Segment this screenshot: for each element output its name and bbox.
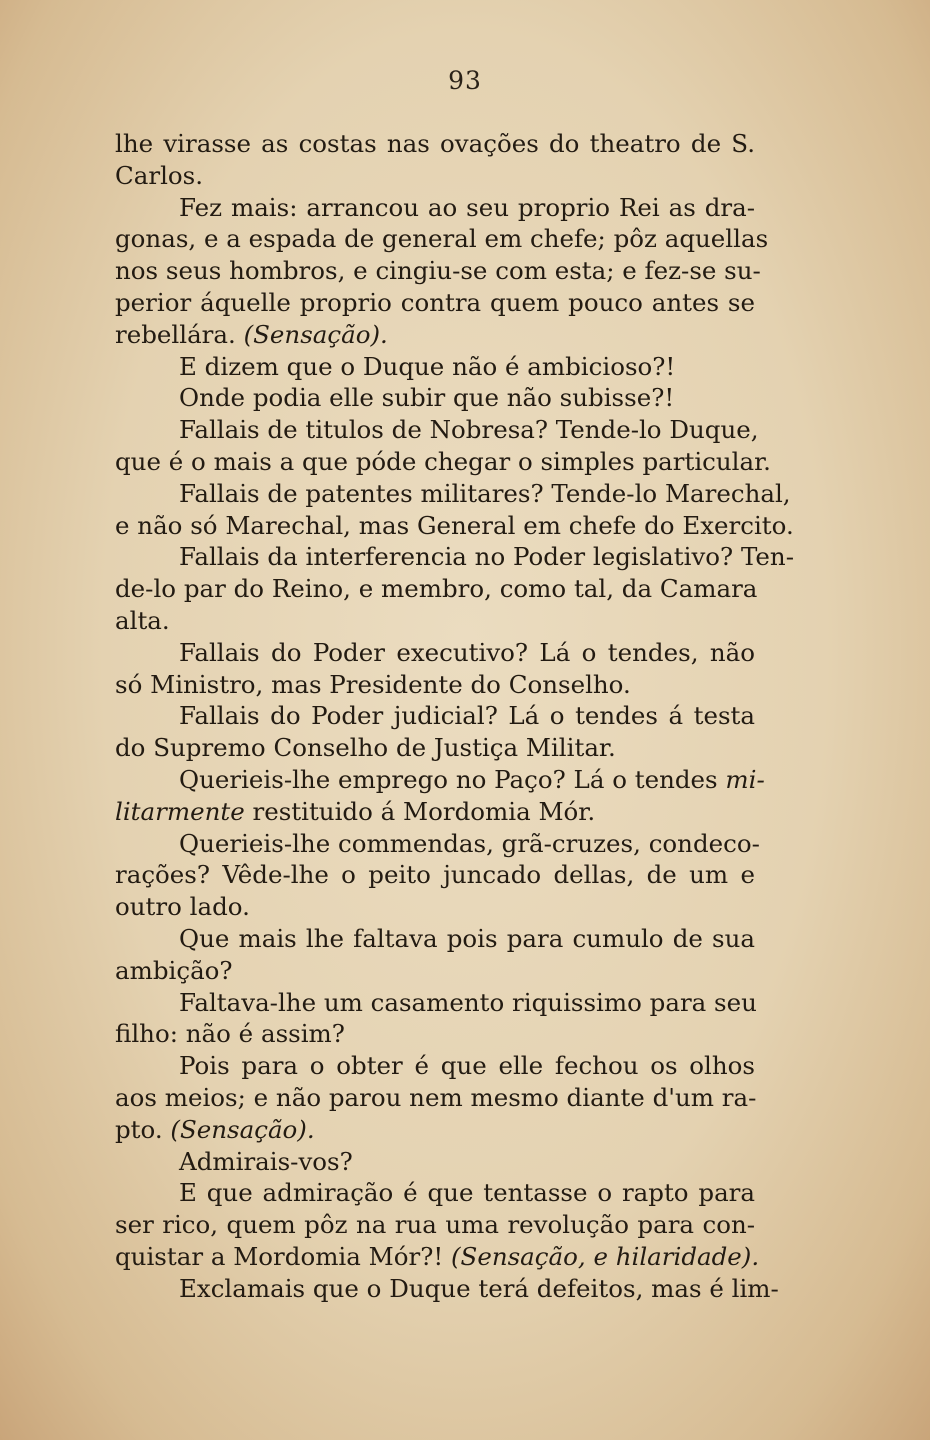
line-text: Que mais lhe faltava pois para cumulo de sua — [179, 923, 755, 953]
text-line — [115, 1209, 755, 1241]
text-line — [115, 478, 791, 510]
text-line — [115, 859, 755, 891]
text-line — [115, 1114, 755, 1146]
line-text: só Ministro, mas Presidente do Conselho. — [115, 669, 631, 699]
line-text: que é o mais a que póde chegar o simples particular. — [115, 446, 771, 476]
text-line — [115, 287, 755, 319]
line-text: rebellára. — [115, 319, 236, 349]
line-text: Carlos. — [115, 160, 204, 190]
line-text: E que admiração é que tentasse o rapto para — [179, 1178, 755, 1208]
italic-text: (Sensação). — [162, 1114, 315, 1144]
italic-text: mi- — [717, 764, 765, 794]
text-line — [115, 1018, 755, 1050]
text-line — [115, 700, 755, 732]
line-text: Pois para o obter é que elle fechou os olhos — [179, 1051, 755, 1081]
line-text: Fallais do Poder executivo? Lá o tendes, não — [179, 637, 755, 667]
line-text: Fallais de patentes militares? Tende-lo Marechal, — [179, 478, 791, 508]
italic-text: (Sensação, e hilaridade). — [443, 1241, 760, 1271]
line-text: lhe virasse as costas nas ovações do theatro de S. — [115, 129, 755, 158]
text-line — [115, 223, 769, 255]
text-line — [115, 128, 755, 160]
line-text: Admirais-vos? — [179, 1146, 353, 1176]
line-text: Fallais do Poder judicial? Lá o tendes á testa — [179, 701, 755, 731]
text-line — [115, 1082, 755, 1114]
line-text: Fallais da interferencia no Poder legislativo? Ten- — [179, 542, 794, 572]
text-line — [115, 1050, 755, 1082]
text-line — [115, 160, 755, 192]
line-text: Onde podia elle subir que não subisse?! — [179, 383, 675, 413]
text-line — [115, 446, 771, 478]
page-number: 93 — [448, 66, 482, 95]
text-line — [115, 414, 759, 446]
line-text: ambição? — [115, 955, 233, 985]
line-text: filho: não é assim? — [115, 1019, 345, 1049]
line-text: outro lado. — [115, 892, 250, 922]
text-line — [115, 1177, 755, 1209]
line-text: quistar a Mordomia Mór?! — [115, 1241, 444, 1271]
text-line — [115, 732, 755, 764]
text-line — [115, 891, 755, 923]
text-line — [115, 828, 760, 860]
text-line — [115, 541, 794, 573]
text-line — [115, 351, 755, 383]
line-text: e não só Marechal, mas General em chefe do Exercito. — [115, 510, 794, 540]
line-text: gonas, e a espada de general em chefe; pôz aquellas — [115, 224, 769, 254]
text-line — [115, 796, 755, 828]
text-line — [115, 319, 755, 351]
text-line — [115, 923, 755, 955]
text-line — [115, 1146, 755, 1178]
text-line — [115, 573, 758, 605]
text-line — [115, 955, 755, 987]
line-text: perior áquelle proprio contra quem pouco antes se — [115, 287, 755, 317]
line-text: rações? Vêde-lhe o peito juncado dellas, de um e — [115, 860, 755, 890]
line-text: Fez mais: arrancou ao seu proprio Rei as dra- — [179, 192, 755, 222]
text-line — [115, 637, 755, 669]
text-line — [115, 192, 755, 224]
body-text — [115, 128, 794, 1304]
line-text: ser rico, quem pôz na rua uma revolução para con- — [115, 1210, 755, 1240]
line-text: pto. — [115, 1114, 163, 1144]
line-text: alta. — [115, 605, 170, 635]
text-line — [115, 669, 755, 701]
text-line — [115, 1273, 779, 1305]
line-text: do Supremo Conselho de Justiça Militar. — [115, 733, 616, 763]
line-text: Querieis-lhe emprego no Paço? Lá o tendes — [179, 764, 718, 794]
line-text: Fallais de titulos de Nobresa? Tende-lo Duque, — [179, 415, 759, 445]
line-text: Querieis-lhe commendas, grã-cruzes, condeco- — [179, 828, 760, 858]
line-text: nos seus hombros, e cingiu-se com esta; e fez-se su- — [115, 256, 761, 286]
line-text: de-lo par do Reino, e membro, como tal, da Camara — [115, 574, 758, 604]
text-line — [115, 382, 755, 414]
line-text: Faltava-lhe um casamento riquissimo para seu — [179, 987, 757, 1017]
text-line — [115, 605, 755, 637]
italic-text: (Sensação). — [235, 319, 388, 349]
text-line — [115, 764, 765, 796]
text-line — [115, 1241, 760, 1273]
line-text: E dizem que o Duque não é ambicioso?! — [179, 351, 676, 381]
text-line — [115, 987, 755, 1019]
italic-text: litarmente — [115, 796, 245, 826]
line-text: Exclamais que o Duque terá defeitos, mas é lim- — [179, 1273, 779, 1303]
text-line — [115, 255, 761, 287]
line-text: restituido á Mordomia Mór. — [244, 796, 596, 826]
line-text: aos meios; e não parou nem mesmo diante d'um ra- — [115, 1082, 757, 1112]
text-line — [115, 510, 794, 542]
